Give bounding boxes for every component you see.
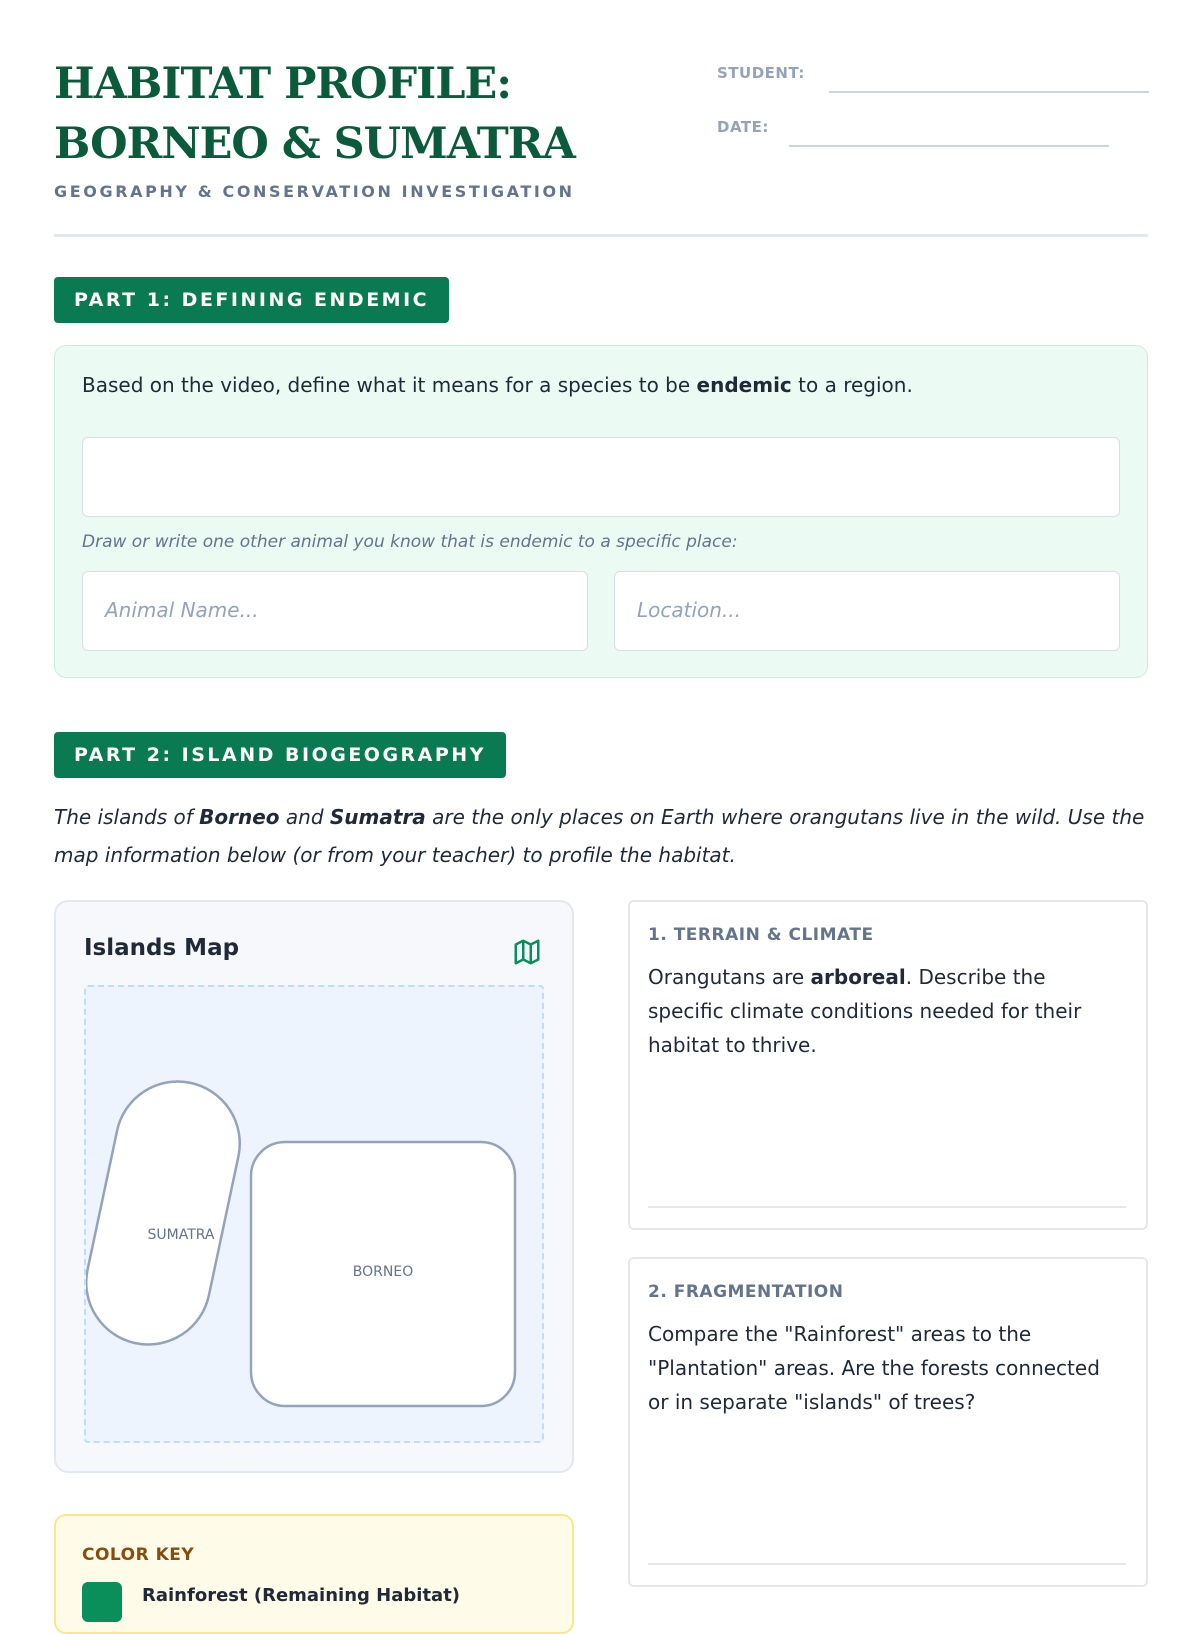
question-1-title: 1. TERRAIN & CLIMATE	[648, 925, 874, 945]
part1-hint: Draw or write one other animal you know that is endemic to a specific place:	[82, 532, 738, 552]
rainforest-swatch	[82, 1582, 122, 1622]
question-1-text: Orangutans are arboreal. Describe the specific climate conditions needed for their habitat to thrive.	[648, 965, 1082, 1057]
part2-heading: PART 2: ISLAND BIOGEOGRAPHY	[54, 732, 506, 778]
header-divider	[54, 234, 1148, 237]
definition-answer-box[interactable]	[82, 437, 1120, 517]
location-placeholder: Location...	[637, 598, 742, 622]
location-input[interactable]	[614, 571, 1120, 651]
animal-name-input[interactable]	[82, 571, 588, 651]
question-2-text: Compare the "Rainforest" areas to the "Plantation" areas. Are the forests connected or in separate "islands" of trees?	[648, 1322, 1100, 1414]
question-1-answer-line[interactable]	[648, 1206, 1126, 1208]
student-field[interactable]	[829, 91, 1149, 93]
part2-intro: The islands of Borneo and Sumatra are the only places on Earth where orangutans live in the wild. Use the map information below (or from your teacher) to profile the habitat.	[54, 805, 1145, 867]
date-field[interactable]	[789, 145, 1109, 147]
islands-map-svg	[86, 987, 542, 1441]
student-label: STUDENT:	[717, 64, 805, 82]
borneo-label: BORNEO	[352, 1264, 414, 1280]
map-area[interactable]	[84, 985, 544, 1443]
date-label: DATE:	[717, 118, 769, 136]
question-1-card	[628, 900, 1148, 1230]
sumatra-island[interactable]	[86, 1070, 251, 1356]
page-subtitle: GEOGRAPHY & CONSERVATION INVESTIGATION	[54, 182, 575, 201]
map-title: Islands Map	[84, 935, 240, 961]
part1-heading: PART 1: DEFINING ENDEMIC	[54, 277, 449, 323]
question-2-answer-line[interactable]	[648, 1563, 1126, 1565]
rainforest-swatch-label: Rainforest (Remaining Habitat)	[142, 1585, 461, 1606]
question-2-card	[628, 1257, 1148, 1587]
page-title: HABITAT PROFILE: BORNEO & SUMATRA	[54, 59, 575, 169]
color-key-title: COLOR KEY	[82, 1545, 195, 1565]
sumatra-label: SUMATRA	[147, 1227, 215, 1243]
color-key-card	[54, 1514, 574, 1634]
animal-name-placeholder: Animal Name...	[105, 598, 259, 622]
map-icon	[512, 937, 542, 967]
part1-prompt: Based on the video, define what it means for a species to be endemic to a region.	[82, 373, 913, 397]
question-2-title: 2. FRAGMENTATION	[648, 1282, 844, 1302]
